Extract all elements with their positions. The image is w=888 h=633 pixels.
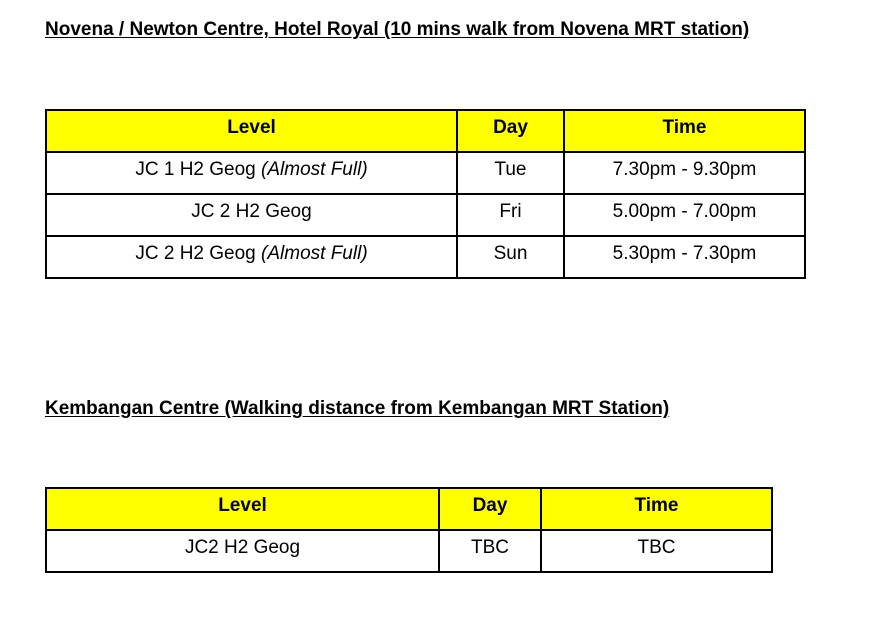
column-header-time: Time <box>564 110 805 152</box>
cell-day: TBC <box>439 530 541 572</box>
table-row <box>46 152 805 194</box>
cell-level <box>46 530 439 572</box>
level-text: JC2 H2 Geog <box>184 537 301 558</box>
cell-time: 5.00pm - 7.00pm <box>564 194 805 236</box>
table-row <box>46 236 805 278</box>
table-header-row <box>46 488 772 530</box>
cell-level <box>46 152 457 194</box>
level-text: JC 2 H2 Geog <box>135 243 256 264</box>
column-header-level: Level <box>46 488 439 530</box>
table-row <box>46 530 772 572</box>
cell-level <box>46 194 457 236</box>
level-text: JC 2 H2 Geog <box>191 201 312 222</box>
schedule-table-novena <box>45 109 806 279</box>
cell-time: TBC <box>541 530 772 572</box>
column-header-time: Time <box>541 488 772 530</box>
column-header-level: Level <box>46 110 457 152</box>
availability-note: (Almost Full) <box>261 243 368 264</box>
schedule-table-kembangan <box>45 487 773 573</box>
table-row <box>46 194 805 236</box>
section-heading-novena: Novena / Newton Centre, Hotel Royal (10 mins walk from Novena MRT station) <box>45 19 750 40</box>
cell-day: Sun <box>457 236 564 278</box>
cell-time: 5.30pm - 7.30pm <box>564 236 805 278</box>
cell-time: 7.30pm - 9.30pm <box>564 152 805 194</box>
availability-note: (Almost Full) <box>261 159 368 180</box>
cell-level <box>46 236 457 278</box>
cell-day: Tue <box>457 152 564 194</box>
cell-day: Fri <box>457 194 564 236</box>
table-header-row <box>46 110 805 152</box>
section-heading-kembangan: Kembangan Centre (Walking distance from Kembangan MRT Station) <box>45 398 670 419</box>
column-header-day: Day <box>439 488 541 530</box>
level-text: JC 1 H2 Geog <box>135 159 256 180</box>
column-header-day: Day <box>457 110 564 152</box>
